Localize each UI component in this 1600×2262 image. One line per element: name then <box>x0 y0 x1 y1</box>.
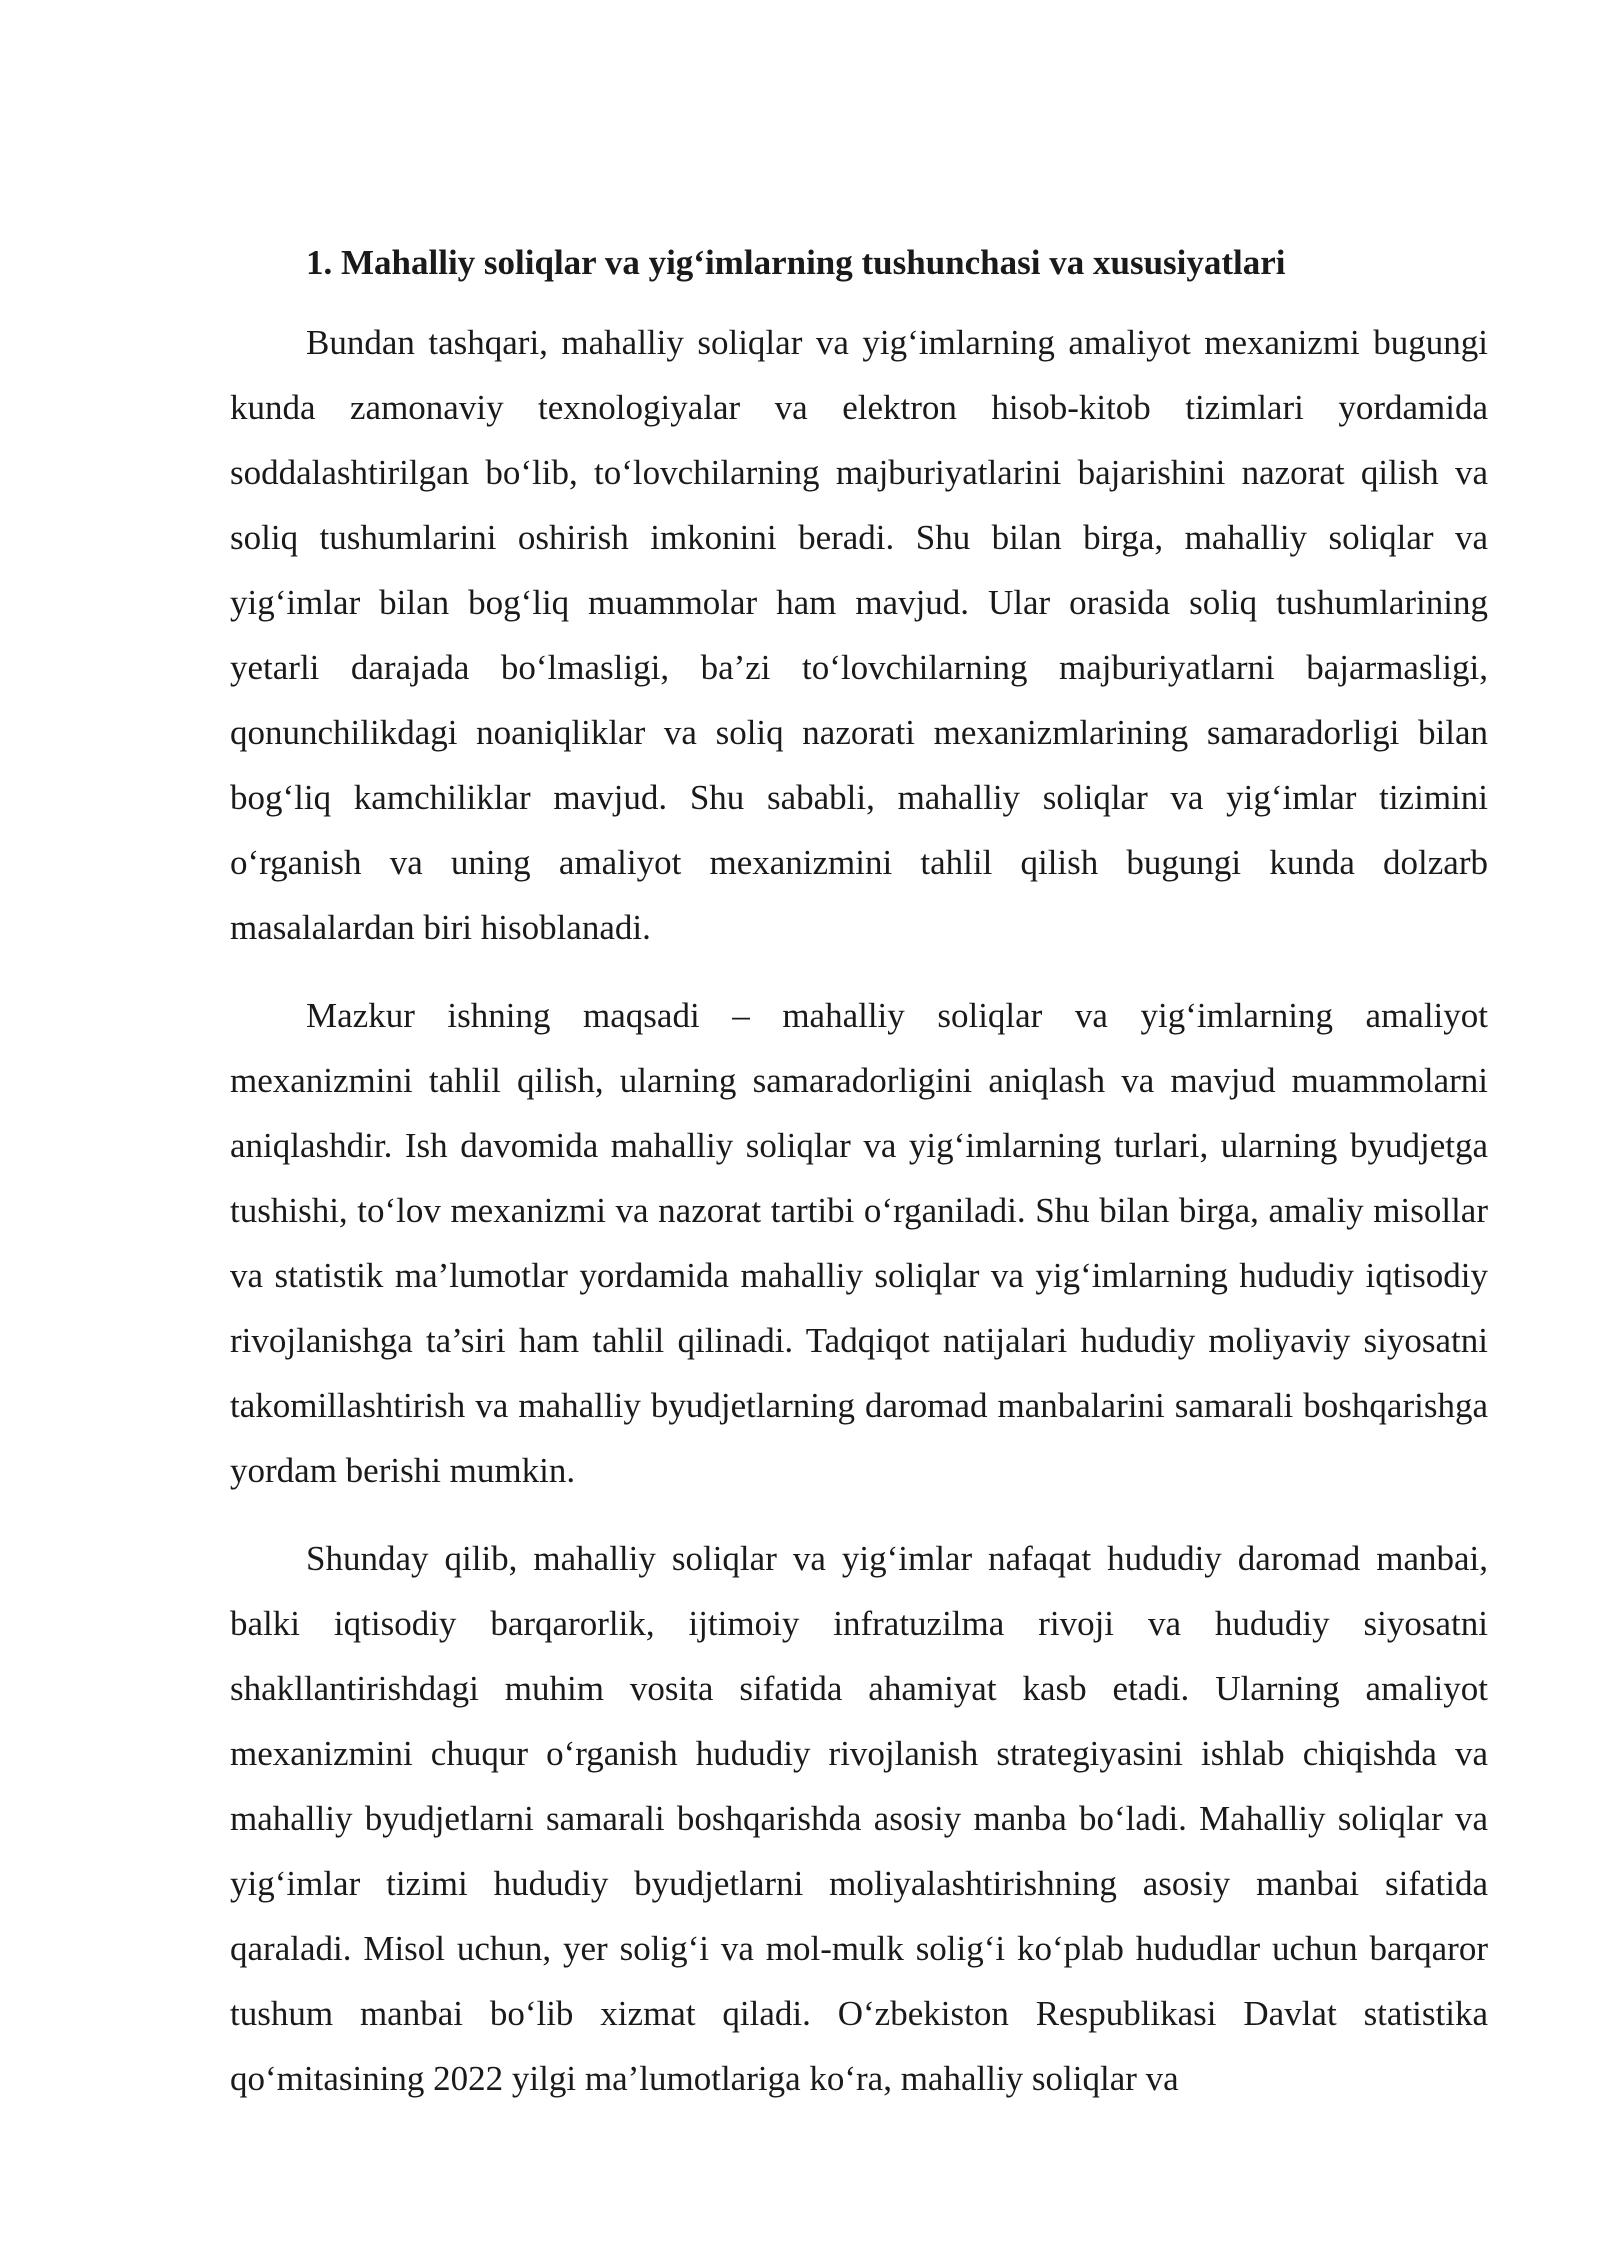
paragraph-3: Shunday qilib, mahalliy soliqlar va yig‘imlar nafaqat hududiy daromad manbai, balki iqtisodiy barqarorlik, ijtimoiy infratuzilma rivoji va hududiy siyosatni shakllantirishdagi muhim vosita sifatida ahamiyat kasb etadi. Ularning amaliyot mexanizmini chuqur o‘rganish hududiy rivojlanish strategiyasini ishlab chiqishda va mahalliy byudjetlarni samarali boshqarishda asosiy manba bo‘ladi. Mahalliy soliqlar va yig‘imlar tizimi hududiy byudjetlarni moliyalashtirishning asosiy manbai sifatida qaraladi. Misol uchun, yer solig‘i va mol-mulk solig‘i ko‘plab hududlar uchun barqaror tushum manbai bo‘lib xizmat qiladi. O‘zbekiston Respublikasi Davlat statistika qo‘mitasining 2022 yilgi ma’lumotlariga ko‘ra, mahalliy soliqlar va <box>230 1539 1488 2098</box>
paragraph-2: Mazkur ishning maqsadi – mahalliy soliqlar va yig‘imlarning amaliyot mexanizmini tahlil qilish, ularning samaradorligini aniqlash va mavjud muammolarni aniqlashdir. Ish davomida mahalliy soliqlar va yig‘imlarning turlari, ularning byudjetga tushishi, to‘lov mexanizmi va nazorat tartibi o‘rganiladi. Shu bilan birga, amaliy misollar va statistik ma’lumotlar yordamida mahalliy soliqlar va yig‘imlarning hududiy iqtisodiy rivojlanishga ta’siri ham tahlil qilinadi. Tadqiqot natijalari hududiy moliyaviy siyosatni takomillashtirish va mahalliy byudjetlarning daromad manbalarini samarali boshqarishga yordam berishi mumkin. <box>230 996 1488 1490</box>
document-body <box>230 238 1488 2134</box>
paragraph-1: Bundan tashqari, mahalliy soliqlar va yig‘imlarning amaliyot mexanizmi bugungi kunda zamonaviy texnologiyalar va elektron hisob-kitob tizimlari yordamida soddalashtirilgan bo‘lib, to‘lovchilarning majburiyatlarini bajarishini nazorat qilish va soliq tushumlarini oshirish imkonini beradi. Shu bilan birga, mahalliy soliqlar va yig‘imlar bilan bog‘liq muammolar ham mavjud. Ular orasida soliq tushumlarining yetarli darajada bo‘lmasligi, ba’zi to‘lovchilarning majburiyatlarni bajarmasligi, qonunchilikdagi noaniqliklar va soliq nazorati mexanizmlarining samaradorligi bilan bog‘liq kamchiliklar mavjud. Shu sababli, mahalliy soliqlar va yig‘imlar tizimini o‘rganish va uning amaliyot mexanizmini tahlil qilish bugungi kunda dolzarb masalalardan biri hisoblanadi. <box>230 323 1488 947</box>
section-heading: 1. Mahalliy soliqlar va yig‘imlarning tushunchasi va xususiyatlari <box>306 243 1286 282</box>
